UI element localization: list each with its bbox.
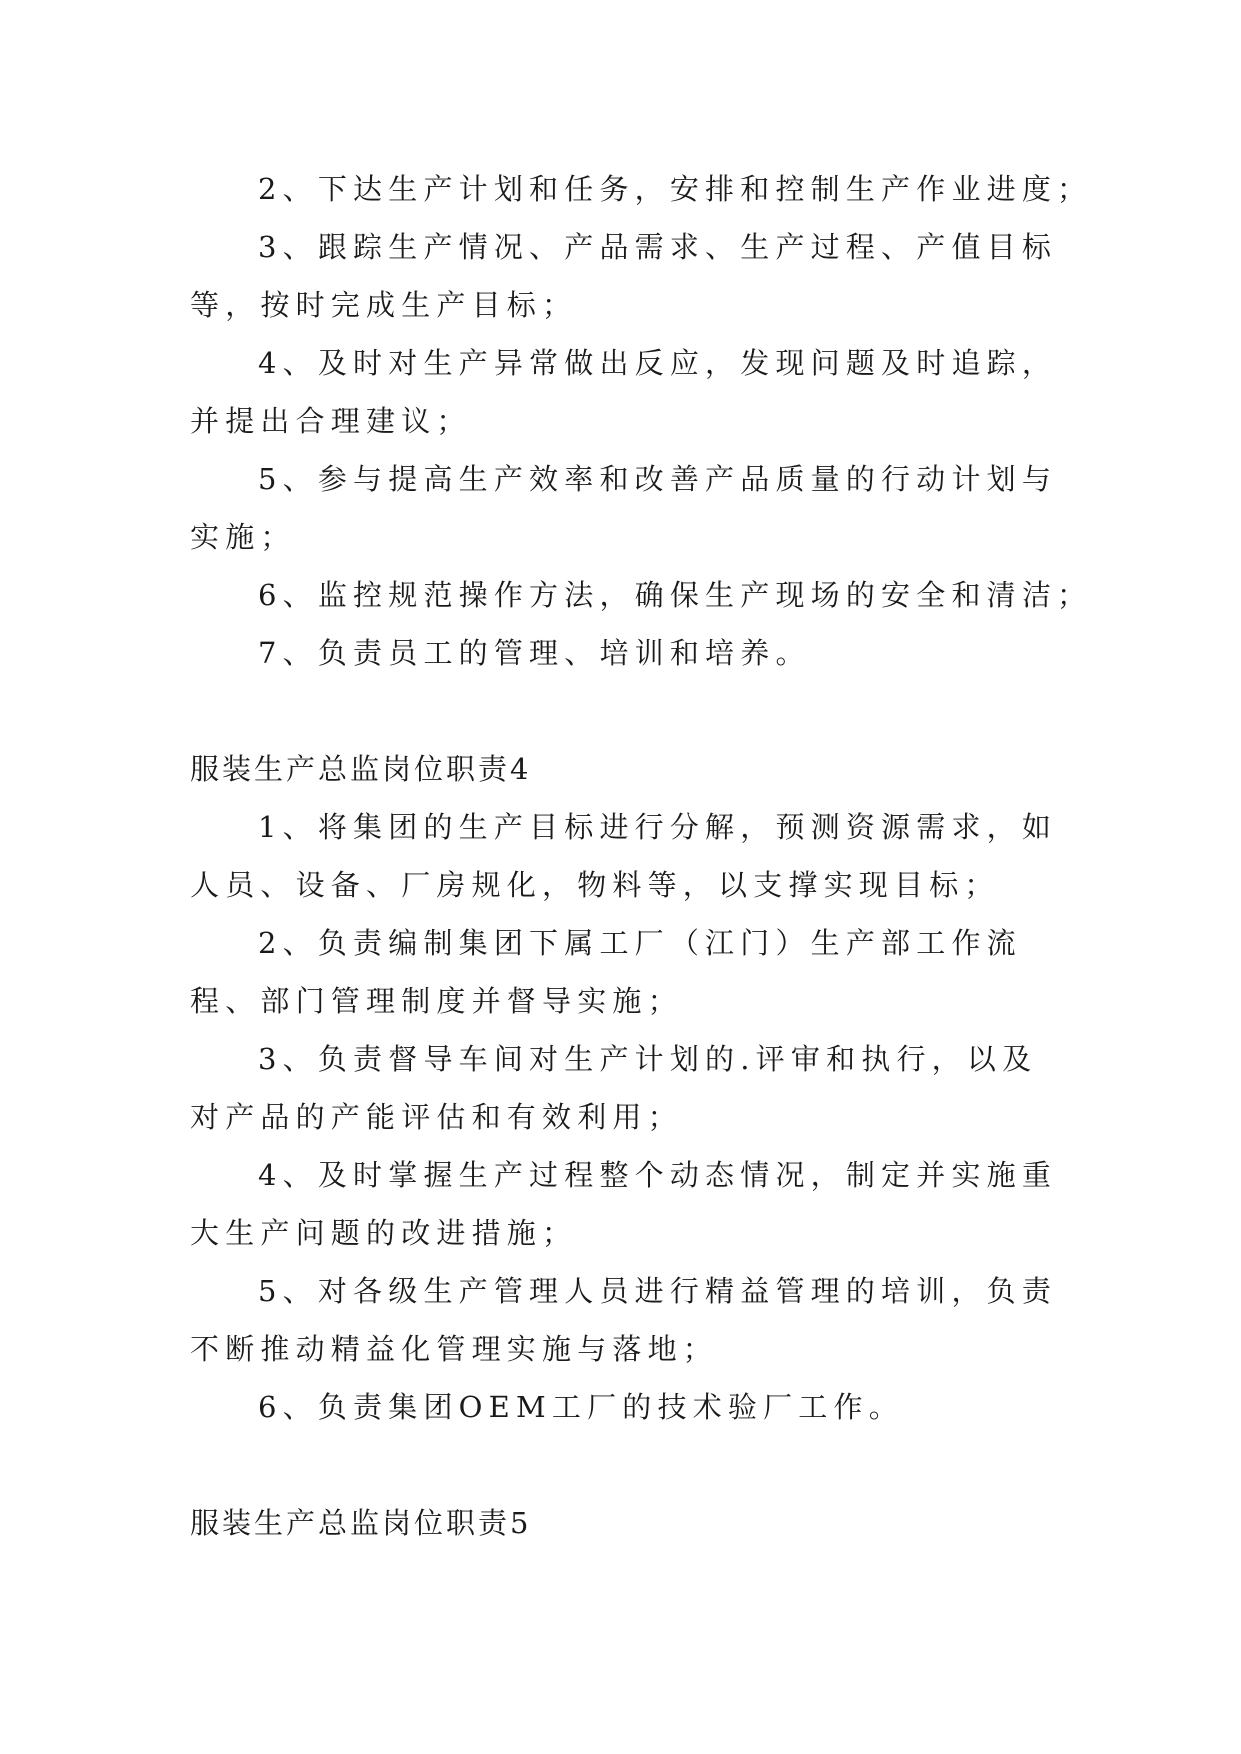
duty-item: 7、负责员工的管理、培训和培养。 (258, 636, 811, 670)
duty-item: 2、下达生产计划和任务，安排和控制生产作业进度； (258, 172, 1093, 206)
section-gap (190, 682, 1060, 740)
duty-item: 4、及时对生产异常做出反应，发现问题及时追踪，并提出合理建议； (190, 346, 1058, 438)
duty-item: 6、监控规范操作方法，确保生产现场的安全和清洁； (258, 578, 1093, 612)
section-heading: 服装生产总监岗位职责5 (190, 1506, 532, 1540)
duty-item: 1、将集团的生产目标进行分解，预测资源需求，如人员、设备、厂房规化，物料等，以支撑实现目标； (190, 810, 1058, 902)
duty-item: 6、负责集团OEM工厂的技术验厂工作。 (258, 1390, 904, 1424)
duty-item: 3、跟踪生产情况、产品需求、生产过程、产值目标等，按时完成生产目标； (190, 230, 1058, 322)
duty-item: 4、及时掌握生产过程整个动态情况，制定并实施重大生产问题的改进措施； (190, 1158, 1058, 1250)
duty-item: 2、负责编制集团下属工厂（江门）生产部工作流程、部门管理制度并督导实施； (190, 926, 1022, 1018)
section-heading: 服装生产总监岗位职责4 (190, 752, 532, 786)
duty-item: 5、对各级生产管理人员进行精益管理的培训，负责不断推动精益化管理实施与落地； (190, 1274, 1058, 1366)
section-gap (190, 1436, 1060, 1494)
duty-item: 3、负责督导车间对生产计划的.评审和执行，以及对产品的产能评估和有效利用； (190, 1042, 1038, 1134)
duty-item: 5、参与提高生产效率和改善产品质量的行动计划与实施； (190, 462, 1058, 554)
document-body (190, 160, 1093, 1552)
